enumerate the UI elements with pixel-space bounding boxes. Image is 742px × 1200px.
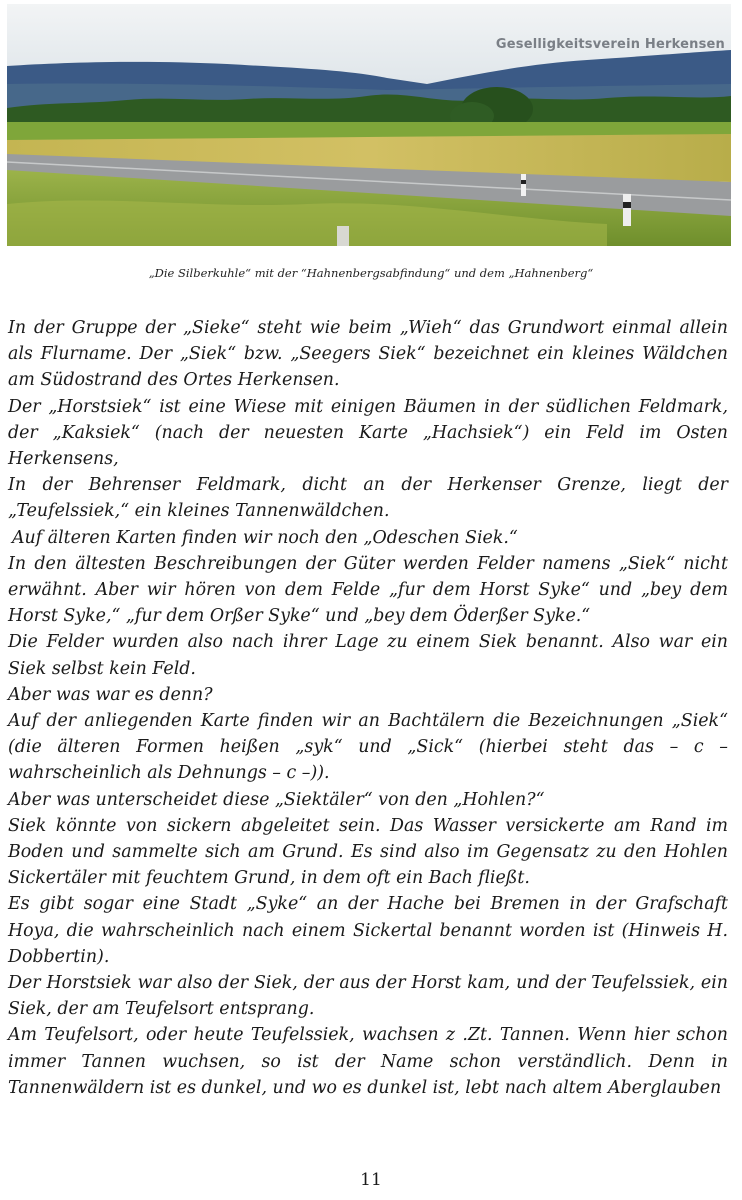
- paragraph: Der „Horstsiek“ ist eine Wiese mit einigen Bäumen in der südlichen Feldmark, der „Kaksiek“ (nach der neuesten Karte „Hachsiek“) ein Feld im Osten Herkensens,: [8, 396, 728, 470]
- paragraph: Siek könnte von sickern abgeleitet sein. Das Wasser versickerte am Rand im Boden und sammelte sich am Grund. Es sind also im Gegensatz zu den Hohlen Sickertäler mit feuchtem Grund, in dem oft ein Bach fließt.: [8, 815, 728, 889]
- paragraph: Auf der anliegenden Karte finden wir an Bachtälern die Bezeichnungen „Siek“ (die älteren Formen heißen „syk“ und „Sick“ (hierbei steht das – c – wahrscheinlich als Dehnungs – c –)).: [8, 711, 728, 784]
- paragraph: Aber was war es denn?: [8, 684, 213, 705]
- road-post: [623, 194, 631, 226]
- paragraph: Auf älteren Karten finden wir noch den „Odeschen Siek.“: [12, 527, 518, 548]
- paragraph: Aber was unterscheidet diese „Siektäler“ von den „Hohlen?“: [8, 789, 545, 810]
- body-text: [8, 315, 728, 1101]
- paragraph: In der Gruppe der „Sieke“ steht wie beim „Wieh“ das Grundwort einmal allein als Flurname. Der „Siek“ bzw. „Seegers Siek“ bezeichnet ein kleines Wäldchen am Südostrand des Ortes Herkensen.: [8, 318, 728, 391]
- paragraph: Die Felder wurden also nach ihrer Lage zu einem Siek benannt. Also war ein Siek selbst kein Feld.: [8, 632, 728, 679]
- page-number: 11: [360, 1170, 382, 1190]
- paragraph: In den ältesten Beschreibungen der Güter werden Felder namens „Siek“ nicht erwähnt. Aber wir hören von dem Felde „fur dem Horst Syke“ und „bey dem Horst Syke,“ „fur dem Orßer Syke“ und „bey dem Öderßer Syke.“: [8, 553, 728, 627]
- paragraph: Es gibt sogar eine Stadt „Syke“ an der Hache bei Bremen in der Grafschaft Hoya, die wahrscheinlich nach einem Sickertal benannt worden ist (Hinweis H. Dobbertin).: [8, 894, 728, 967]
- road-post: [521, 174, 526, 196]
- landscape-photo: [7, 4, 731, 246]
- watermark-text: Geselligkeitsverein Herkensen: [495, 37, 725, 52]
- paragraph: Am Teufelsort, oder heute Teufelssiek, wachsen z .Zt. Tannen. Wenn hier schon immer Tannen wuchsen, so ist der Name schon verständlich. Denn in Tannenwäldern ist es dunkel, und wo es dunkel ist, lebt nach altem Aberglauben: [8, 1025, 728, 1098]
- paragraph: Der Horstsiek war also der Siek, der aus der Horst kam, und der Teufelssiek, ein Siek, der am Teufelsort entsprang.: [8, 973, 728, 1020]
- paragraph: In der Behrenser Feldmark, dicht an der Herkenser Grenze, liegt der „Teufelssiek,“ ein kleines Tannenwäldchen.: [8, 475, 728, 522]
- photo-caption: „Die Silberkuhle“ mit der “Hahnenbergsabfindung“ und dem „Hahnenberg“: [148, 266, 594, 280]
